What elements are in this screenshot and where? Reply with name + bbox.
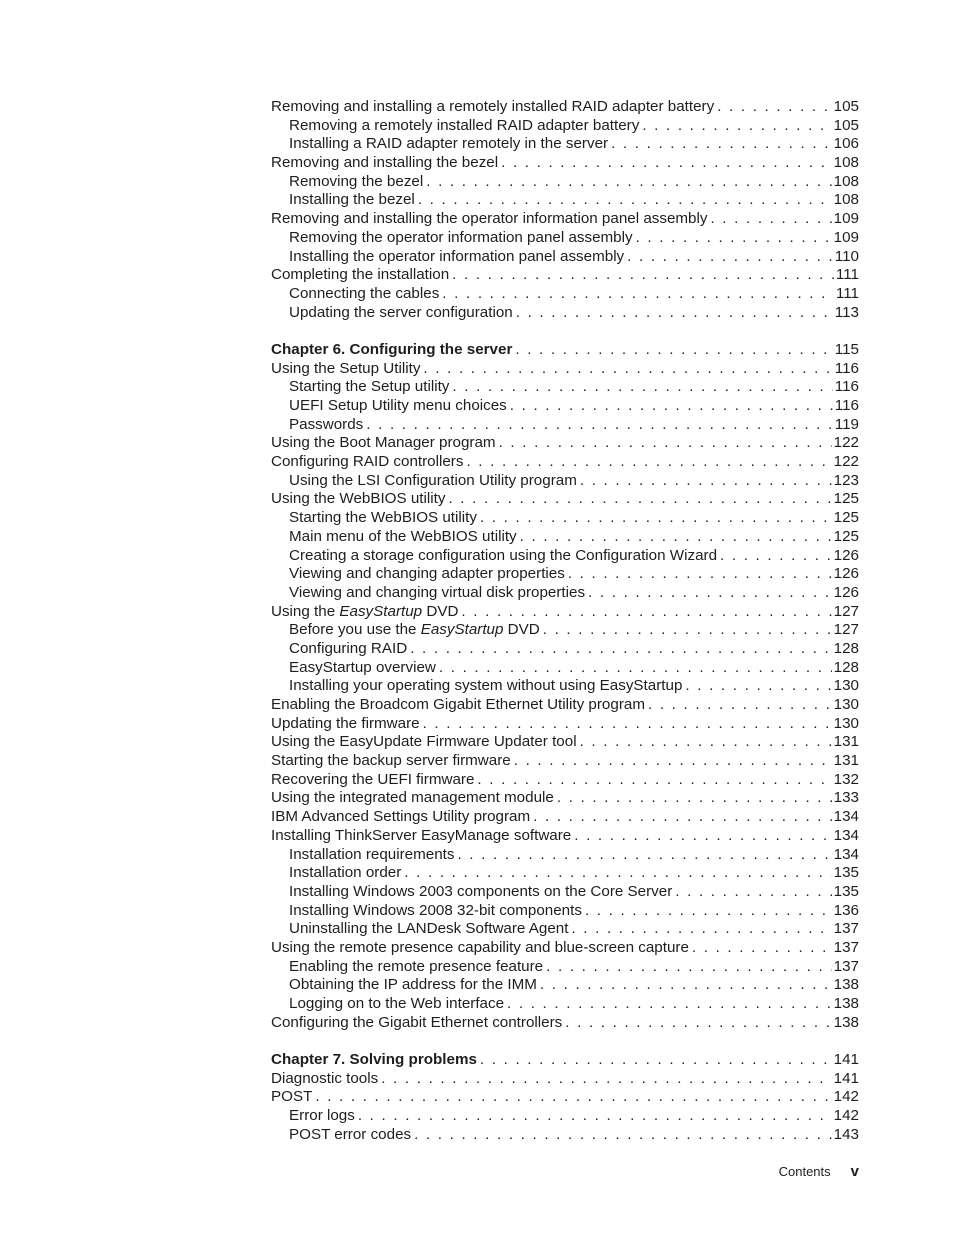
dot-leader [423,173,831,192]
dot-leader [537,976,832,995]
toc-entry-title [271,603,458,622]
dot-leader [477,509,832,528]
dot-leader [540,621,832,640]
dot-leader [585,584,832,603]
toc-entry-page-number: 138 [833,995,859,1012]
toc-subsection-entry[interactable] [271,883,859,902]
toc-section-entry[interactable] [271,827,859,846]
dot-leader [530,808,832,827]
toc-entry-page-number: 128 [833,639,859,657]
dot-leader [633,229,832,248]
toc-subsection-entry[interactable] [271,378,859,397]
toc-entry-page-number: 116 [834,359,859,377]
toc-subsection-entry[interactable] [271,248,859,267]
toc-entry-title-part: DVD [422,602,459,620]
toc-entry-page-number: 126 [833,565,859,583]
dot-leader [415,191,832,210]
toc-entry-title: Updating the firmware [271,714,420,732]
toc-entry-title: Installing Windows 2003 components on the Core Server [289,882,673,900]
toc-entry-title: Removing and installing the operator information panel assembly [271,210,708,228]
toc-section-entry[interactable] [271,453,859,472]
toc-entry-title: Recovering the UEFI firmware [271,770,475,788]
toc-entry-title: Starting the WebBIOS utility [289,509,477,527]
dot-leader [577,733,832,752]
dot-leader [355,1107,832,1126]
toc-subsection-entry[interactable] [271,920,859,939]
toc-entry-title: POST error codes [289,1125,412,1143]
toc-entry-title: Using the LSI Configuration Utility program [289,471,577,489]
toc-entry-title: Uninstalling the LANDesk Software Agent [289,920,569,938]
toc-section-entry[interactable] [271,603,859,622]
dot-leader [645,696,832,715]
toc-entry-page-number: 137 [833,957,859,975]
toc-chapter-entry[interactable] [271,1051,859,1070]
toc-entry-page-number: 131 [833,752,859,770]
toc-section-entry[interactable] [271,434,859,453]
footer-label: Contents [778,1164,831,1179]
toc-entry-page-number: 115 [834,340,859,358]
toc-subsection-entry[interactable] [271,229,859,248]
dot-leader [420,715,832,734]
dot-leader [363,416,833,435]
toc-entry-page-number: 127 [833,602,859,620]
dot-leader [568,920,831,939]
toc-section-entry[interactable] [271,1088,859,1107]
dot-leader [401,864,831,883]
toc-entry-page-number: 111 [835,284,859,302]
section-gap [271,1032,859,1051]
toc-section-entry[interactable] [271,771,859,790]
dot-leader [477,1051,832,1070]
toc-subsection-entry[interactable] [271,621,859,640]
toc-entry-page-number: 141 [833,1069,859,1087]
toc-entry-title: Installation order [289,864,402,882]
toc-entry-title: EasyStartup overview [289,658,436,676]
toc-entry-page-number: 123 [833,471,859,489]
dot-leader [672,883,831,902]
toc-entry-page-number: 142 [833,1107,859,1125]
toc-entry-page-number: 130 [833,696,859,713]
toc-entry-page-number: 116 [834,397,859,414]
toc-entry-title: Viewing and changing adapter properties [289,565,565,583]
toc-section-entry[interactable] [271,715,859,734]
dot-leader [513,304,833,323]
toc-entry-title: Completing the installation [271,266,450,284]
dot-leader [449,266,834,285]
toc-entry-page-number: 134 [833,808,859,826]
toc-entry-title: Enabling the remote presence feature [289,957,544,975]
toc-entry-page-number: 141 [833,1051,859,1069]
toc-entry-page-number: 135 [833,882,859,900]
toc-entry-page-number: 119 [834,415,859,433]
dot-leader [624,248,833,267]
dot-leader [454,846,831,865]
toc-section-entry[interactable] [271,789,859,808]
toc-entry-page-number: 138 [833,1013,859,1031]
toc-entry-page-number: 109 [833,210,859,228]
toc-entry-title: Removing and installing a remotely installed RAID adapter battery [271,98,715,115]
toc-entry-page-number: 122 [833,434,859,452]
dot-leader [562,1014,831,1033]
toc-subsection-entry[interactable] [271,135,859,154]
dot-leader [543,958,832,977]
toc-subsection-entry[interactable] [271,304,859,323]
toc-entry-title: Chapter 6. Configuring the server [271,340,513,358]
table-of-contents [271,98,859,1145]
toc-entry-title: Error logs [289,1107,355,1125]
dot-leader [639,117,831,136]
toc-subsection-entry[interactable] [271,1126,859,1145]
toc-chapter-entry[interactable] [271,341,859,360]
dot-leader [582,902,832,921]
dot-leader [463,453,831,472]
toc-entry-page-number: 126 [833,583,859,601]
toc-subsection-entry[interactable] [271,902,859,921]
toc-entry-title-part: Before you use the [289,621,421,639]
toc-entry-page-number: 132 [833,770,859,788]
dot-leader [571,827,831,846]
toc-entry-page-number: 142 [833,1088,859,1106]
toc-subsection-entry[interactable] [271,584,859,603]
toc-entry-page-number: 134 [833,826,859,844]
toc-entry-page-number: 113 [834,303,859,321]
toc-entry-page-number: 111 [835,266,859,284]
toc-entry-title: Installing your operating system without using EasyStartup [289,677,683,695]
dot-leader [439,285,834,304]
toc-entry-title: Removing and installing the bezel [271,154,499,172]
toc-subsection-entry[interactable] [271,640,859,659]
toc-entry-title: Using the Boot Manager program [271,434,496,452]
dot-leader [554,789,832,808]
toc-entry-title: Removing a remotely installed RAID adapter battery [289,116,640,134]
toc-entry-title: Installing ThinkServer EasyManage software [271,826,572,844]
toc-entry-title: Diagnostic tools [271,1069,379,1087]
dot-leader [565,565,832,584]
toc-entry-title: Installing the bezel [289,191,415,209]
dot-leader [436,659,832,678]
dot-leader [458,603,831,622]
toc-entry-page-number: 133 [833,789,859,807]
toc-subsection-entry[interactable] [271,173,859,192]
page-footer [779,1163,859,1180]
toc-entry-title: Installing a RAID adapter remotely in the server [289,135,609,153]
dot-leader [474,771,831,790]
toc-subsection-entry[interactable] [271,191,859,210]
toc-entry-title: Viewing and changing virtual disk properties [289,583,586,601]
toc-entry-page-number: 108 [833,191,859,209]
toc-entry-title-italic: EasyStartup [420,621,504,639]
toc-entry-title: Removing the bezel [289,172,424,190]
dot-leader [312,1088,831,1107]
toc-entry-page-number: 135 [833,864,859,882]
toc-subsection-entry[interactable] [271,995,859,1014]
toc-entry-title: Using the integrated management module [271,789,554,807]
toc-entry-page-number: 105 [833,116,859,134]
toc-section-entry[interactable] [271,752,859,771]
toc-entry-title: Installing the operator information panel assembly [289,247,625,265]
toc-entry-page-number: 106 [833,135,859,153]
toc-entry-title: Creating a storage configuration using the Configuration Wizard [289,546,718,564]
toc-entry-page-number: 143 [833,1125,859,1143]
dot-leader [608,135,832,154]
toc-entry-page-number: 125 [833,509,859,527]
toc-entry-page-number: 130 [833,677,859,695]
toc-subsection-entry[interactable] [271,509,859,528]
dot-leader [504,995,832,1014]
toc-subsection-entry[interactable] [271,864,859,883]
toc-section-entry[interactable] [271,360,859,379]
toc-entry-page-number: 105 [833,98,859,115]
toc-section-entry[interactable] [271,808,859,827]
dot-leader [498,154,832,173]
dot-leader [420,360,832,379]
toc-section-entry[interactable] [271,696,859,715]
toc-section-entry[interactable] [271,266,859,285]
toc-subsection-entry[interactable] [271,528,859,547]
toc-subsection-entry[interactable] [271,958,859,977]
toc-entry-page-number: 138 [833,976,859,994]
toc-entry-title: Updating the server configuration [289,303,513,321]
dot-leader [378,1070,831,1089]
toc-section-entry[interactable] [271,98,859,117]
toc-section-entry[interactable] [271,490,859,509]
section-gap [271,322,859,341]
toc-entry-title: Logging on to the Web interface [289,995,505,1012]
toc-entry-title: Configuring RAID [289,639,408,657]
toc-entry-page-number: 137 [833,938,859,956]
toc-subsection-entry[interactable] [271,1107,859,1126]
toc-entry-title: POST [271,1088,313,1106]
toc-section-entry[interactable] [271,210,859,229]
toc-entry-page-number: 131 [833,733,859,751]
dot-leader [411,1126,832,1145]
toc-entry-title-part: Using the [271,602,340,620]
toc-entry-title [289,621,540,640]
dot-leader [507,397,833,416]
toc-entry-page-number: 109 [833,228,859,246]
dot-leader [496,434,832,453]
toc-entry-page-number: 125 [833,490,859,508]
toc-entry-page-number: 130 [833,714,859,732]
toc-entry-page-number: 137 [833,920,859,938]
dot-leader [445,490,831,509]
toc-subsection-entry[interactable] [271,397,859,416]
toc-section-entry[interactable] [271,1014,859,1033]
toc-section-entry[interactable] [271,939,859,958]
toc-entry-page-number: 116 [834,378,859,396]
toc-subsection-entry[interactable] [271,659,859,678]
dot-leader [714,98,831,117]
toc-entry-title-part: DVD [503,621,540,639]
toc-entry-title: UEFI Setup Utility menu choices [289,397,507,414]
toc-entry-title: Obtaining the IP address for the IMM [289,976,537,994]
dot-leader [689,939,832,958]
toc-entry-title: Passwords [289,415,364,433]
toc-subsection-entry[interactable] [271,472,859,491]
dot-leader [717,547,832,566]
dot-leader [682,677,831,696]
dot-leader [512,341,832,360]
dot-leader [577,472,832,491]
toc-subsection-entry[interactable] [271,285,859,304]
toc-entry-title: Chapter 7. Solving problems [271,1051,477,1069]
toc-subsection-entry[interactable] [271,117,859,136]
toc-entry-title: Installation requirements [289,845,455,863]
dot-leader [449,378,832,397]
toc-entry-title: Using the WebBIOS utility [271,490,446,508]
toc-entry-page-number: 125 [833,527,859,545]
toc-entry-page-number: 128 [833,658,859,676]
toc-entry-page-number: 108 [833,154,859,172]
toc-entry-page-number: 134 [833,845,859,863]
toc-entry-title: Using the Setup Utility [271,359,421,377]
toc-entry-title: Starting the backup server firmware [271,752,511,770]
toc-section-entry[interactable] [271,733,859,752]
toc-entry-page-number: 122 [833,453,859,471]
toc-subsection-entry[interactable] [271,976,859,995]
toc-entry-page-number: 126 [833,546,859,564]
toc-entry-title: Installing Windows 2008 32-bit components [289,901,582,919]
toc-entry-page-number: 136 [833,901,859,919]
toc-entry-title: Enabling the Broadcom Gigabit Ethernet Utility program [271,696,645,713]
dot-leader [707,210,831,229]
toc-entry-title: Using the EasyUpdate Firmware Updater tool [271,733,577,751]
toc-subsection-entry[interactable] [271,677,859,696]
toc-entry-title: Connecting the cables [289,284,440,302]
dot-leader [511,752,832,771]
toc-entry-title: IBM Advanced Settings Utility program [271,808,531,826]
toc-entry-title: Removing the operator information panel assembly [289,228,633,246]
toc-section-entry[interactable] [271,154,859,173]
toc-subsection-entry[interactable] [271,547,859,566]
toc-entry-title: Starting the Setup utility [289,378,450,396]
toc-section-entry[interactable] [271,1070,859,1089]
toc-entry-title: Main menu of the WebBIOS utility [289,527,517,545]
dot-leader [407,640,831,659]
toc-entry-title: Configuring RAID controllers [271,453,464,471]
toc-subsection-entry[interactable] [271,416,859,435]
toc-entry-title: Configuring the Gigabit Ethernet controllers [271,1013,563,1031]
dot-leader [517,528,832,547]
toc-entry-title: Using the remote presence capability and blue-screen capture [271,938,689,956]
toc-entry-page-number: 127 [833,621,859,639]
toc-entry-page-number: 110 [834,247,859,265]
toc-subsection-entry[interactable] [271,846,859,865]
toc-subsection-entry[interactable] [271,565,859,584]
toc-entry-title-italic: EasyStartup [339,602,423,620]
toc-entry-page-number: 108 [833,172,859,190]
footer-page-number: v [850,1163,859,1180]
